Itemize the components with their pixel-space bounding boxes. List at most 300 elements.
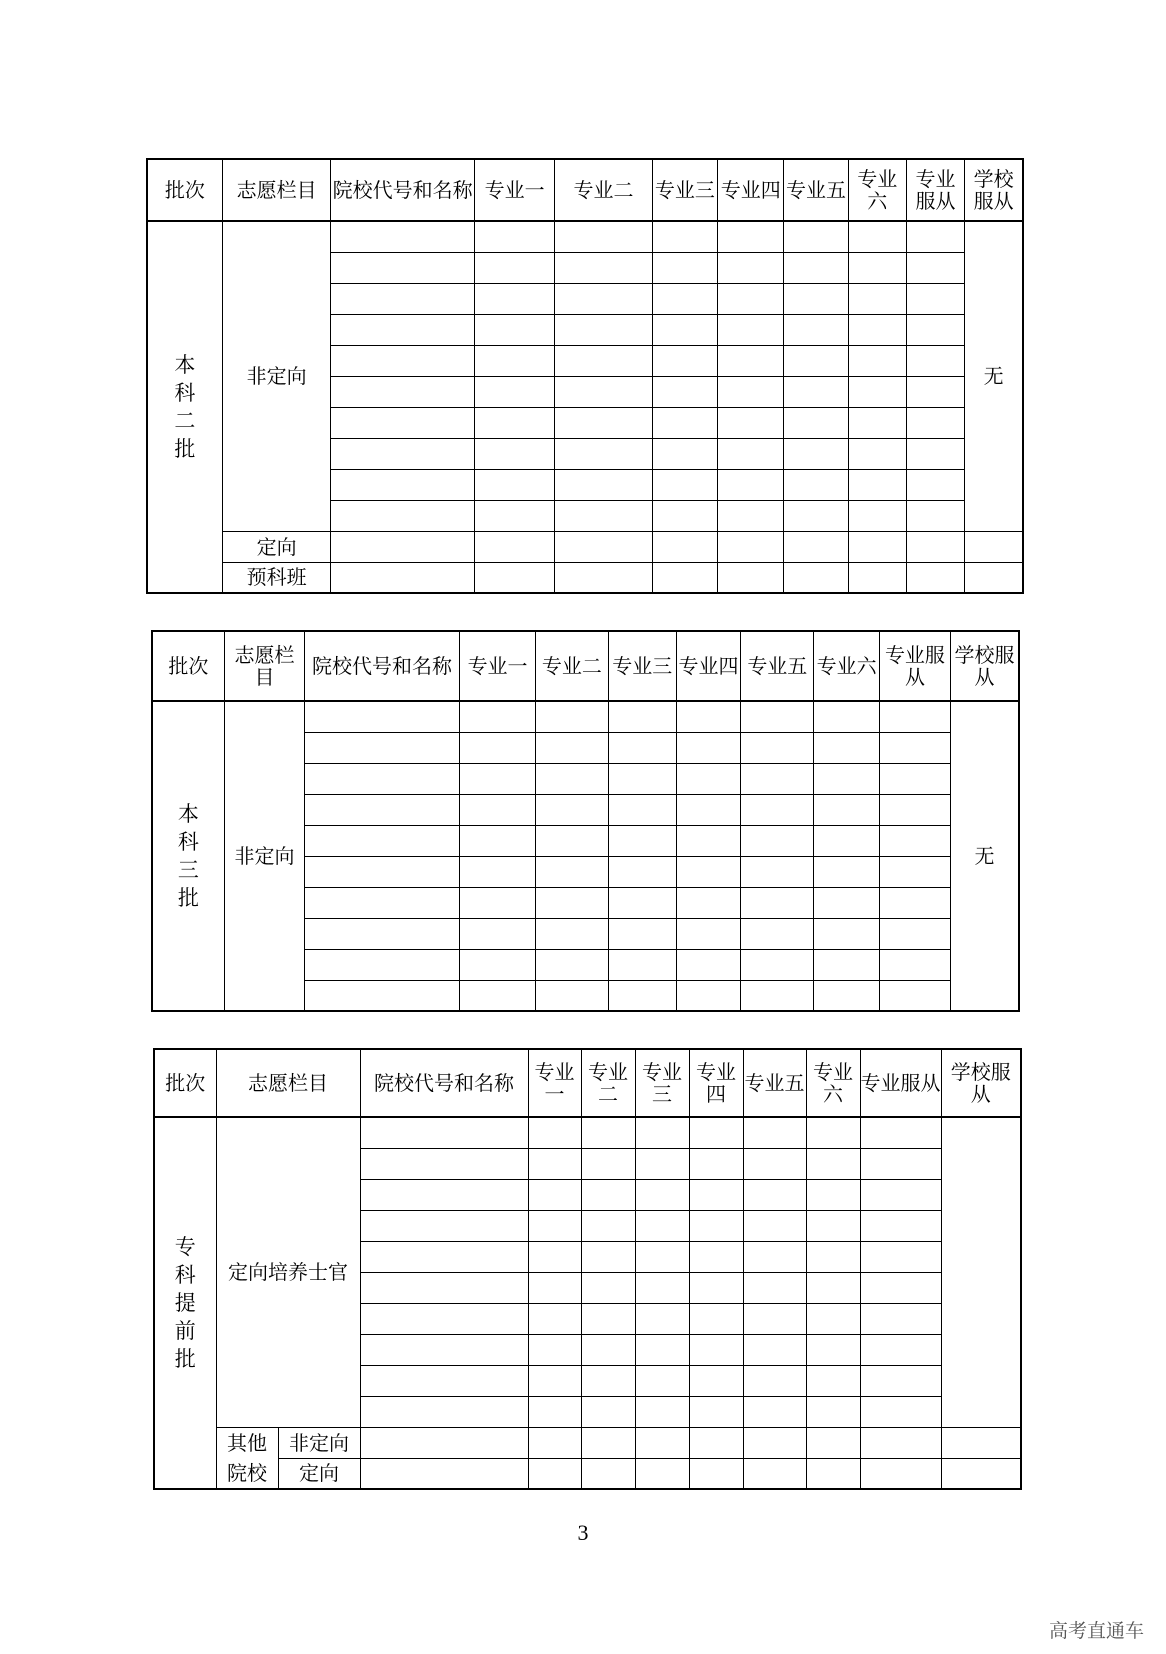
major-input[interactable] (635, 1458, 689, 1489)
major-input[interactable] (814, 980, 879, 1011)
major-input[interactable] (689, 1148, 743, 1179)
major-input[interactable] (536, 949, 608, 980)
school-input[interactable] (305, 856, 460, 887)
major-obey-input[interactable] (906, 376, 964, 407)
major-obey-input[interactable] (906, 221, 964, 252)
major-input[interactable] (814, 918, 879, 949)
major-input[interactable] (635, 1334, 689, 1365)
major-input[interactable] (848, 314, 906, 345)
directed-sergeant-label: 定向培养士官 (216, 1117, 360, 1427)
major-input[interactable] (581, 1427, 635, 1458)
school-input[interactable] (331, 531, 475, 562)
major-input[interactable] (784, 562, 848, 593)
major-input[interactable] (814, 887, 879, 918)
major-input[interactable] (848, 500, 906, 531)
major-input[interactable] (652, 314, 717, 345)
major-input[interactable] (581, 1117, 635, 1148)
major-input[interactable] (806, 1148, 860, 1179)
header-major-2: 专业二 (536, 631, 608, 701)
major-input[interactable] (474, 531, 554, 562)
major-input[interactable] (814, 825, 879, 856)
major-input[interactable] (608, 887, 676, 918)
major-obey-input[interactable] (879, 794, 950, 825)
major-input[interactable] (459, 856, 535, 887)
major-input[interactable] (689, 1365, 743, 1396)
major-input[interactable] (581, 1272, 635, 1303)
major-obey-input[interactable] (879, 980, 950, 1011)
major-input[interactable] (528, 1303, 581, 1334)
school-input[interactable] (331, 500, 475, 531)
major-input[interactable] (676, 887, 740, 918)
major-input[interactable] (536, 732, 608, 763)
school-input[interactable] (305, 980, 460, 1011)
major-obey-input[interactable] (906, 562, 964, 593)
major-input[interactable] (848, 407, 906, 438)
major-input[interactable] (743, 1210, 806, 1241)
major-input[interactable] (652, 345, 717, 376)
school-input[interactable] (360, 1458, 528, 1489)
header-school: 院校代号和名称 (331, 159, 475, 221)
batch-label: 专科提前批 (154, 1117, 216, 1489)
major-input[interactable] (784, 221, 848, 252)
major-input[interactable] (743, 1303, 806, 1334)
major-input[interactable] (689, 1303, 743, 1334)
major-input[interactable] (784, 345, 848, 376)
major-input[interactable] (676, 794, 740, 825)
major-obey-input[interactable] (879, 887, 950, 918)
major-input[interactable] (743, 1334, 806, 1365)
major-input[interactable] (743, 1272, 806, 1303)
major-input[interactable] (528, 1272, 581, 1303)
major-input[interactable] (814, 856, 879, 887)
header-major-1: 专业一 (459, 631, 535, 701)
school-input[interactable] (305, 825, 460, 856)
major-input[interactable] (635, 1148, 689, 1179)
major-input[interactable] (536, 825, 608, 856)
major-input[interactable] (743, 1427, 806, 1458)
major-input[interactable] (848, 376, 906, 407)
header-school: 院校代号和名称 (305, 631, 460, 701)
major-input[interactable] (555, 407, 652, 438)
major-obey-input[interactable] (906, 283, 964, 314)
major-input[interactable] (608, 980, 676, 1011)
major-input[interactable] (459, 949, 535, 980)
school-input[interactable] (331, 469, 475, 500)
major-input[interactable] (581, 1458, 635, 1489)
major-input[interactable] (718, 438, 784, 469)
major-input[interactable] (741, 794, 814, 825)
major-input[interactable] (581, 1396, 635, 1427)
school-input[interactable] (360, 1148, 528, 1179)
major-input[interactable] (848, 562, 906, 593)
header-major-4: 专业四 (689, 1049, 743, 1117)
school-obey-input[interactable] (965, 531, 1023, 562)
major-input[interactable] (635, 1210, 689, 1241)
major-input[interactable] (718, 469, 784, 500)
major-input[interactable] (784, 252, 848, 283)
major-input[interactable] (743, 1365, 806, 1396)
header-major-3: 专业三 (652, 159, 717, 221)
major-input[interactable] (718, 500, 784, 531)
major-input[interactable] (528, 1148, 581, 1179)
major-input[interactable] (718, 407, 784, 438)
major-input[interactable] (806, 1458, 860, 1489)
major-input[interactable] (635, 1117, 689, 1148)
major-input[interactable] (635, 1365, 689, 1396)
major-input[interactable] (536, 980, 608, 1011)
major-obey-input[interactable] (879, 701, 950, 732)
major-input[interactable] (718, 252, 784, 283)
major-obey-input[interactable] (906, 407, 964, 438)
major-input[interactable] (676, 732, 740, 763)
school-input[interactable] (331, 562, 475, 593)
major-input[interactable] (806, 1241, 860, 1272)
major-input[interactable] (741, 763, 814, 794)
header-major-2: 专业二 (555, 159, 652, 221)
header-school-obey: 学校服从 (965, 159, 1023, 221)
major-input[interactable] (689, 1117, 743, 1148)
major-input[interactable] (459, 980, 535, 1011)
major-obey-input[interactable] (860, 1396, 941, 1427)
major-input[interactable] (784, 283, 848, 314)
major-input[interactable] (784, 438, 848, 469)
school-input[interactable] (360, 1365, 528, 1396)
major-input[interactable] (676, 856, 740, 887)
major-input[interactable] (459, 763, 535, 794)
school-input[interactable] (305, 763, 460, 794)
other-schools-label: 其他院校 (216, 1427, 278, 1489)
major-input[interactable] (528, 1117, 581, 1148)
major-input[interactable] (741, 918, 814, 949)
major-input[interactable] (784, 531, 848, 562)
school-input[interactable] (331, 407, 475, 438)
school-input[interactable] (360, 1179, 528, 1210)
major-input[interactable] (581, 1148, 635, 1179)
major-input[interactable] (474, 314, 554, 345)
major-input[interactable] (689, 1334, 743, 1365)
major-input[interactable] (743, 1458, 806, 1489)
header-major-2: 专业二 (581, 1049, 635, 1117)
school-input[interactable] (331, 376, 475, 407)
major-input[interactable] (814, 701, 879, 732)
major-input[interactable] (676, 763, 740, 794)
school-obey-input[interactable] (965, 562, 1023, 593)
school-input[interactable] (305, 887, 460, 918)
major-input[interactable] (555, 283, 652, 314)
major-input[interactable] (635, 1396, 689, 1427)
major-input[interactable] (581, 1303, 635, 1334)
major-input[interactable] (806, 1210, 860, 1241)
major-input[interactable] (608, 732, 676, 763)
header-major-3: 专业三 (608, 631, 676, 701)
major-input[interactable] (741, 732, 814, 763)
major-input[interactable] (581, 1241, 635, 1272)
school-input[interactable] (360, 1427, 528, 1458)
major-input[interactable] (528, 1365, 581, 1396)
major-input[interactable] (689, 1241, 743, 1272)
major-obey-input[interactable] (879, 732, 950, 763)
non-directed-label: 非定向 (278, 1427, 360, 1458)
major-input[interactable] (536, 701, 608, 732)
school-input[interactable] (360, 1303, 528, 1334)
major-obey-input[interactable] (906, 438, 964, 469)
major-input[interactable] (528, 1427, 581, 1458)
non-directed-label: 非定向 (224, 701, 304, 1011)
school-input[interactable] (360, 1241, 528, 1272)
major-input[interactable] (718, 345, 784, 376)
major-input[interactable] (784, 314, 848, 345)
school-input[interactable] (305, 732, 460, 763)
major-input[interactable] (652, 531, 717, 562)
major-obey-input[interactable] (860, 1334, 941, 1365)
major-input[interactable] (555, 376, 652, 407)
major-input[interactable] (689, 1272, 743, 1303)
major-input[interactable] (743, 1396, 806, 1427)
major-obey-input[interactable] (879, 918, 950, 949)
major-input[interactable] (459, 732, 535, 763)
major-input[interactable] (608, 949, 676, 980)
major-input[interactable] (741, 856, 814, 887)
school-obey-input[interactable] (941, 1458, 1021, 1489)
major-input[interactable] (806, 1272, 860, 1303)
major-input[interactable] (635, 1427, 689, 1458)
major-input[interactable] (676, 918, 740, 949)
major-input[interactable] (459, 918, 535, 949)
major-input[interactable] (689, 1396, 743, 1427)
header-major-5: 专业五 (741, 631, 814, 701)
major-input[interactable] (743, 1117, 806, 1148)
major-input[interactable] (676, 825, 740, 856)
major-input[interactable] (536, 763, 608, 794)
major-input[interactable] (555, 252, 652, 283)
header-major-4: 专业四 (718, 159, 784, 221)
major-obey-input[interactable] (906, 531, 964, 562)
major-input[interactable] (608, 856, 676, 887)
header-major-1: 专业一 (474, 159, 554, 221)
major-obey-input[interactable] (860, 1148, 941, 1179)
major-input[interactable] (581, 1210, 635, 1241)
major-input[interactable] (743, 1148, 806, 1179)
major-input[interactable] (555, 531, 652, 562)
major-input[interactable] (459, 794, 535, 825)
major-input[interactable] (536, 856, 608, 887)
major-input[interactable] (474, 376, 554, 407)
major-input[interactable] (528, 1334, 581, 1365)
major-input[interactable] (652, 376, 717, 407)
major-input[interactable] (555, 562, 652, 593)
major-input[interactable] (536, 918, 608, 949)
school-input[interactable] (360, 1210, 528, 1241)
major-input[interactable] (689, 1458, 743, 1489)
major-input[interactable] (806, 1365, 860, 1396)
major-input[interactable] (718, 221, 784, 252)
major-input[interactable] (676, 980, 740, 1011)
major-obey-input[interactable] (906, 345, 964, 376)
major-input[interactable] (474, 407, 554, 438)
school-obey-input[interactable] (941, 1427, 1021, 1458)
major-input[interactable] (608, 701, 676, 732)
major-obey-input[interactable] (906, 469, 964, 500)
major-input[interactable] (784, 376, 848, 407)
major-input[interactable] (581, 1334, 635, 1365)
major-input[interactable] (474, 252, 554, 283)
major-input[interactable] (718, 376, 784, 407)
major-input[interactable] (814, 763, 879, 794)
major-input[interactable] (528, 1241, 581, 1272)
major-input[interactable] (806, 1396, 860, 1427)
major-input[interactable] (581, 1179, 635, 1210)
school-input[interactable] (331, 438, 475, 469)
major-input[interactable] (652, 562, 717, 593)
major-input[interactable] (474, 469, 554, 500)
header-major-obey: 专业服从 (906, 159, 964, 221)
major-input[interactable] (784, 469, 848, 500)
major-obey-input[interactable] (860, 1458, 941, 1489)
major-input[interactable] (635, 1303, 689, 1334)
major-obey-input[interactable] (860, 1272, 941, 1303)
major-input[interactable] (806, 1117, 860, 1148)
school-input[interactable] (305, 949, 460, 980)
major-input[interactable] (743, 1179, 806, 1210)
major-obey-input[interactable] (906, 314, 964, 345)
major-input[interactable] (676, 701, 740, 732)
page-number: 3 (577, 1520, 589, 1545)
major-input[interactable] (784, 500, 848, 531)
major-input[interactable] (689, 1427, 743, 1458)
major-input[interactable] (474, 438, 554, 469)
major-obey-input[interactable] (860, 1303, 941, 1334)
major-input[interactable] (608, 825, 676, 856)
major-input[interactable] (635, 1272, 689, 1303)
major-input[interactable] (555, 469, 652, 500)
major-input[interactable] (806, 1334, 860, 1365)
major-input[interactable] (806, 1179, 860, 1210)
major-input[interactable] (806, 1303, 860, 1334)
major-input[interactable] (528, 1458, 581, 1489)
major-input[interactable] (741, 980, 814, 1011)
school-input[interactable] (360, 1334, 528, 1365)
major-input[interactable] (555, 438, 652, 469)
school-input[interactable] (331, 252, 475, 283)
major-input[interactable] (848, 221, 906, 252)
school-input[interactable] (360, 1117, 528, 1148)
major-input[interactable] (608, 794, 676, 825)
major-input[interactable] (555, 345, 652, 376)
major-input[interactable] (474, 283, 554, 314)
major-input[interactable] (459, 825, 535, 856)
major-input[interactable] (555, 500, 652, 531)
major-input[interactable] (528, 1396, 581, 1427)
major-obey-input[interactable] (860, 1117, 941, 1148)
major-input[interactable] (635, 1241, 689, 1272)
school-input[interactable] (331, 345, 475, 376)
school-input[interactable] (331, 221, 475, 252)
school-input[interactable] (360, 1396, 528, 1427)
school-obey-input[interactable] (941, 1117, 1021, 1427)
major-input[interactable] (652, 221, 717, 252)
major-input[interactable] (528, 1179, 581, 1210)
major-input[interactable] (474, 221, 554, 252)
major-input[interactable] (806, 1427, 860, 1458)
major-input[interactable] (581, 1365, 635, 1396)
major-input[interactable] (718, 283, 784, 314)
major-input[interactable] (459, 887, 535, 918)
school-input[interactable] (360, 1272, 528, 1303)
major-input[interactable] (848, 283, 906, 314)
major-input[interactable] (652, 283, 717, 314)
major-input[interactable] (555, 221, 652, 252)
major-input[interactable] (814, 732, 879, 763)
major-input[interactable] (608, 763, 676, 794)
major-obey-input[interactable] (879, 949, 950, 980)
major-obey-input[interactable] (906, 500, 964, 531)
major-input[interactable] (741, 949, 814, 980)
major-input[interactable] (652, 438, 717, 469)
major-input[interactable] (814, 794, 879, 825)
major-input[interactable] (848, 252, 906, 283)
major-obey-input[interactable] (860, 1427, 941, 1458)
major-input[interactable] (528, 1210, 581, 1241)
major-input[interactable] (474, 562, 554, 593)
major-obey-input[interactable] (860, 1210, 941, 1241)
major-input[interactable] (676, 949, 740, 980)
major-input[interactable] (741, 701, 814, 732)
major-input[interactable] (848, 531, 906, 562)
major-obey-input[interactable] (860, 1179, 941, 1210)
major-input[interactable] (536, 794, 608, 825)
major-obey-input[interactable] (879, 763, 950, 794)
major-obey-input[interactable] (906, 252, 964, 283)
major-input[interactable] (635, 1179, 689, 1210)
major-input[interactable] (474, 500, 554, 531)
school-input[interactable] (331, 283, 475, 314)
major-input[interactable] (718, 314, 784, 345)
major-obey-input[interactable] (860, 1241, 941, 1272)
major-input[interactable] (689, 1179, 743, 1210)
school-input[interactable] (331, 314, 475, 345)
major-input[interactable] (784, 407, 848, 438)
major-input[interactable] (652, 407, 717, 438)
major-input[interactable] (536, 887, 608, 918)
header-major-6: 专业六 (848, 159, 906, 221)
major-input[interactable] (608, 918, 676, 949)
school-input[interactable] (305, 794, 460, 825)
school-input[interactable] (305, 918, 460, 949)
major-input[interactable] (814, 949, 879, 980)
major-input[interactable] (741, 887, 814, 918)
major-input[interactable] (718, 531, 784, 562)
major-obey-input[interactable] (860, 1365, 941, 1396)
major-input[interactable] (555, 314, 652, 345)
major-input[interactable] (459, 701, 535, 732)
major-input[interactable] (652, 500, 717, 531)
major-obey-input[interactable] (879, 856, 950, 887)
major-input[interactable] (848, 438, 906, 469)
major-input[interactable] (848, 469, 906, 500)
major-input[interactable] (652, 252, 717, 283)
header-major-obey: 专业服从 (860, 1049, 941, 1117)
major-input[interactable] (743, 1241, 806, 1272)
major-input[interactable] (718, 562, 784, 593)
major-input[interactable] (474, 345, 554, 376)
major-input[interactable] (848, 345, 906, 376)
major-input[interactable] (652, 469, 717, 500)
major-input[interactable] (741, 825, 814, 856)
header-batch: 批次 (154, 1049, 216, 1117)
school-input[interactable] (305, 701, 460, 732)
major-input[interactable] (689, 1210, 743, 1241)
major-obey-input[interactable] (879, 825, 950, 856)
